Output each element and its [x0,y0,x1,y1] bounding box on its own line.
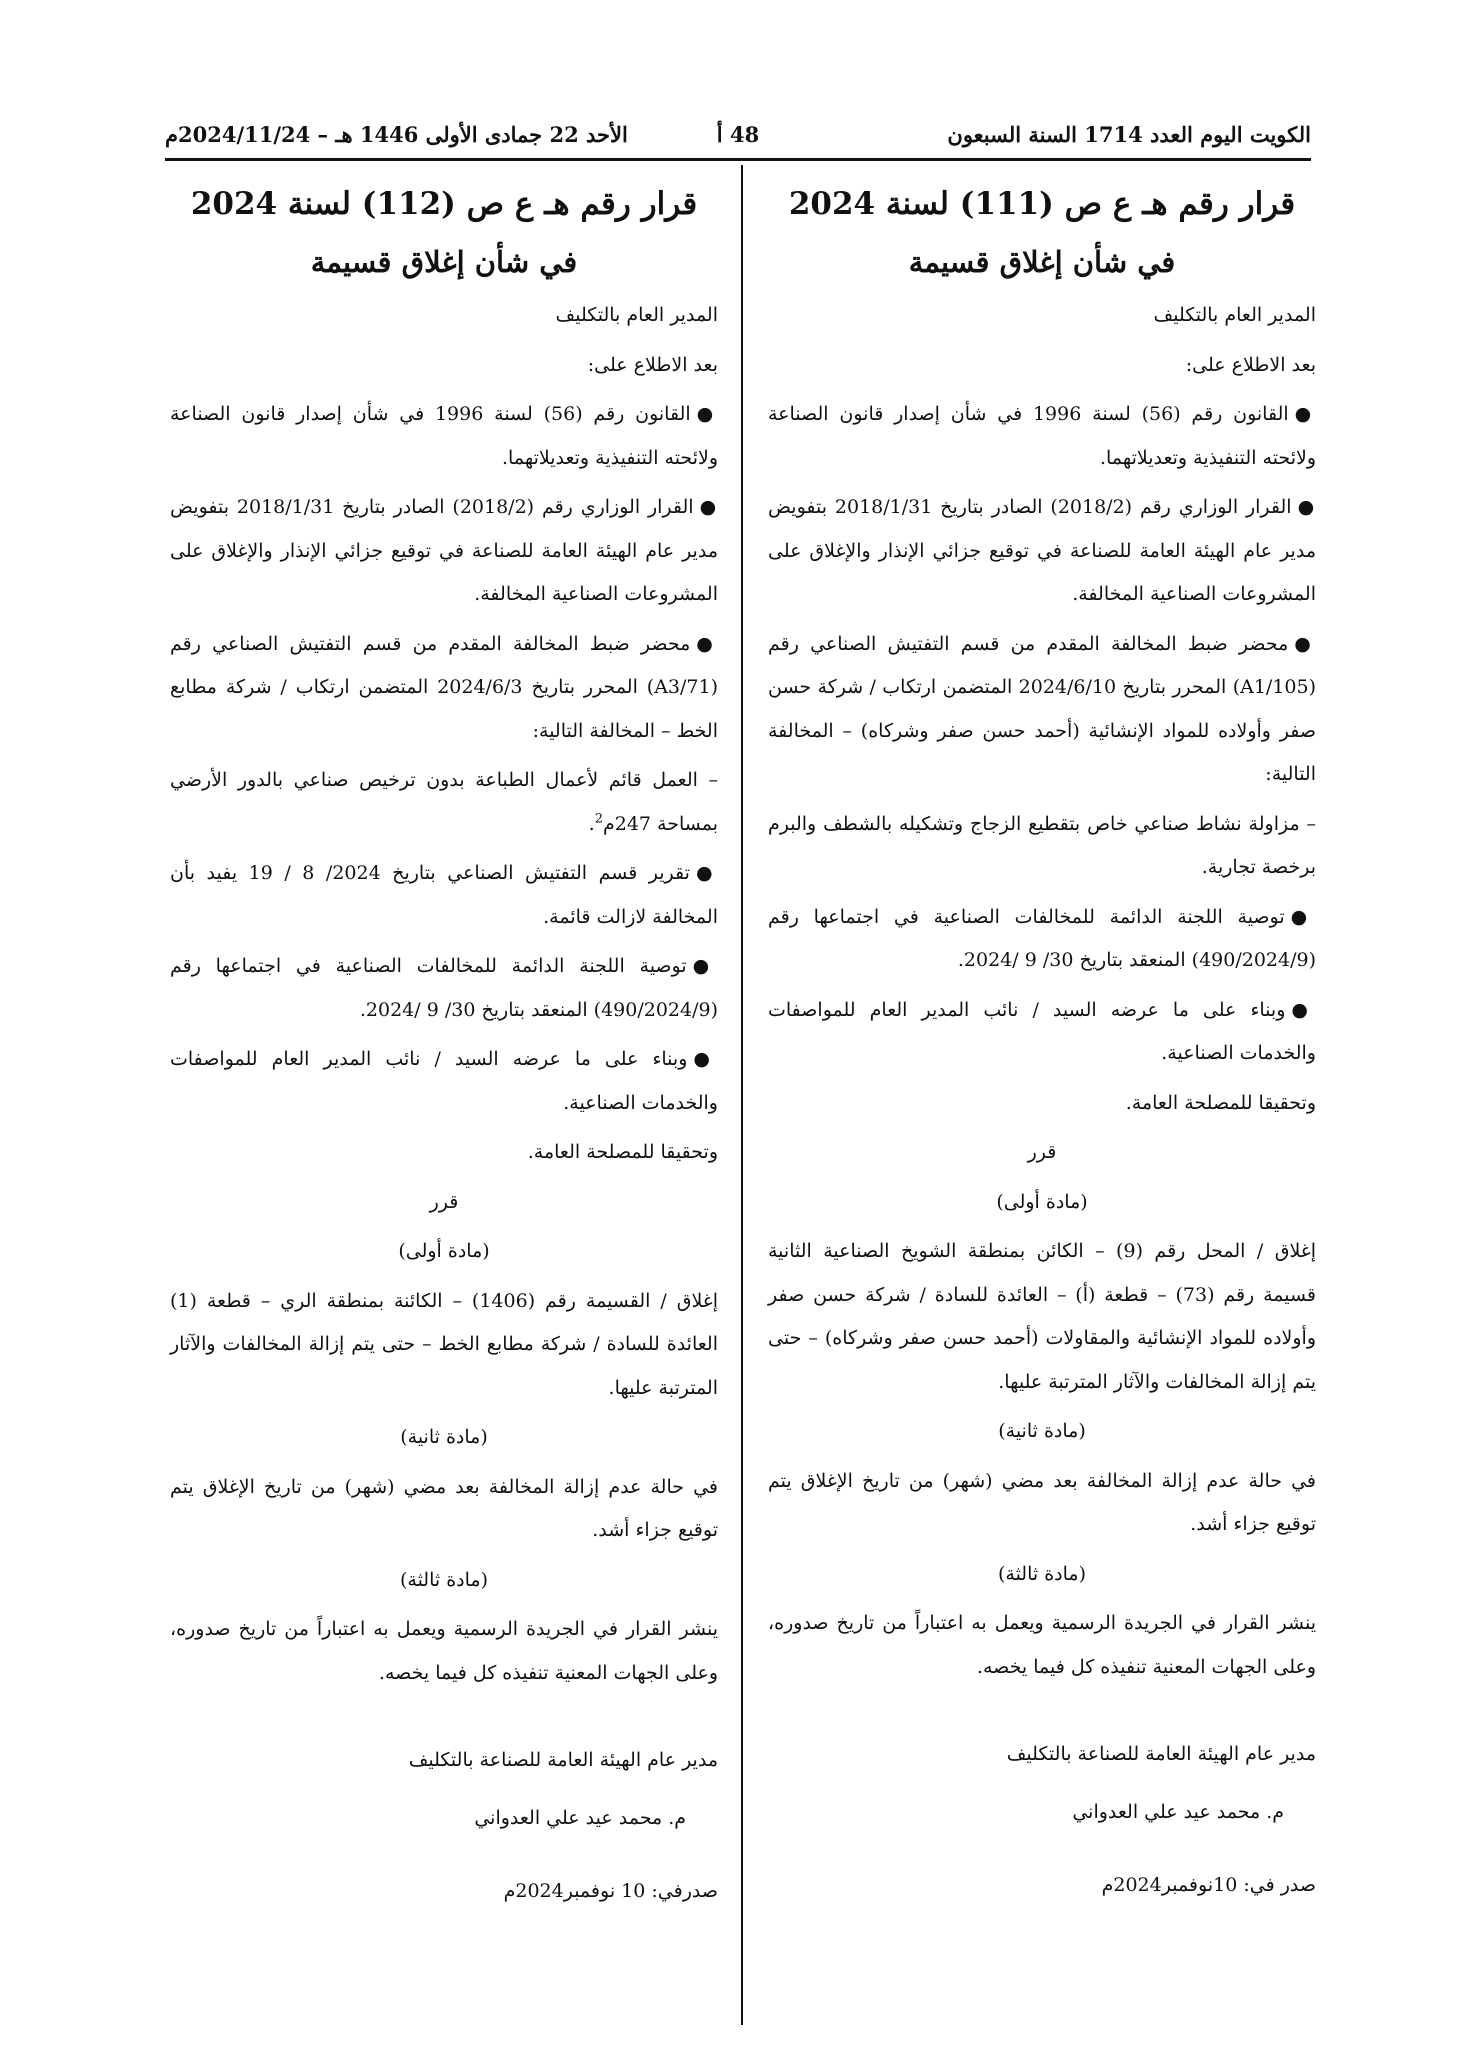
decision-112-violation: – العمل قائم لأعمال الطباعة بدون ترخيص صناعي بالدور الأرضي بمساحة 247م$^2$. [170,769,718,835]
bullet-icon: ● [693,1048,718,1070]
decision-112-issued-date: صدرفي: 10 نوفمبر2024م [503,1880,718,1902]
decision-112-article-3: ينشر القرار في الجريدة الرسمية ويعمل به اعتباراً من تاريخ صدوره، وعلى الجهات المعنية تنفيذه كل فيما يخصه. [170,1618,718,1684]
decision-111-article-3: ينشر القرار في الجريدة الرسمية ويعمل به اعتباراً من تاريخ صدوره، وعلى الجهات المعنية تنفيذه كل فيما يخصه. [768,1612,1316,1678]
bullet-icon: ● [696,403,718,425]
bullet-icon: ● [1297,496,1316,518]
bullet-icon: ● [1294,632,1316,655]
bullet-icon: ● [1294,403,1316,425]
decision-111-bullet-3: ●محضر ضبط المخالفة المقدم من قسم التفتيش الصناعي رقم (A1/105) المحرر بتاريخ 2024/6/10 المتضمن ارتكاب / شركة حسن صفر وأولاده للمواد الإنشائية (أحمد حسن صفر وشركاه) – المخالفة التالية: [768,632,1317,785]
header-publication: الكويت اليوم العدد 1714 السنة السبعون [947,122,1311,147]
page-header [165,118,1311,161]
decision-111-bullet-1: ●القانون رقم (56) لسنة 1996 في شأن إصدار قانون الصناعة ولائحته التنفيذية وتعديلاتهما. [768,403,1316,469]
header-page-number: 48 أ [716,122,760,147]
decision-112-bullet-2: ●القرار الوزاري رقم (2018/2) الصادر بتاريخ 2018/1/31 بتفويض مدير عام الهيئة العامة للصناعة في توقيع جزائي الإنذار والإغلاق على المشروعات الصناعية المخالفة. [170,496,718,605]
decision-112-bullet-3: ●محضر ضبط المخالفة المقدم من قسم التفتيش الصناعي رقم (A3/71) المحرر بتاريخ 2024/6/3 المتضمن ارتكاب / شركة مطابع الخط – المخالفة التالية: [170,632,719,742]
decision-111-bullet-5: ●وبناء على ما عرضه السيد / نائب المدير العام للمواصفات والخدمات الصناعية. [768,998,1316,1064]
bullet-icon: ● [699,496,718,518]
decision-112-decided: قرر [429,1190,459,1213]
decision-111-issued-date: صدر في: 10نوفمبر2024م [1101,1874,1316,1896]
bullet-icon: ● [696,632,718,655]
header-date: الأحد 22 جمادى الأولى 1446 هـ – 2024/11/24م [165,122,628,147]
decision-111-after-review: بعد الاطلاع على: [1185,353,1316,376]
decision-112-after-review: بعد الاطلاع على: [587,353,718,376]
decision-112-subtitle: في شأن إغلاق قسيمة [310,245,578,279]
decision-112-bullet-4: ●تقرير قسم التفتيش الصناعي بتاريخ 2024/ 8 / 19 يفيد بأن المخالفة لازالت قائمة. [170,862,719,928]
decision-112-article-3-title: (مادة ثالثة) [399,1568,489,1591]
decision-112-public-interest: وتحقيقا للمصلحة العامة. [527,1141,718,1163]
decision-111-signature-title: مدير عام الهيئة العامة للصناعة بالتكليف [1006,1743,1316,1765]
decision-112-article-2-title: (مادة ثانية) [400,1426,488,1448]
decision-111-bullet-2: ●القرار الوزاري رقم (2018/2) الصادر بتاريخ 2018/1/31 بتفويض مدير عام الهيئة العامة للصناعة في توقيع جزائي الإنذار والإغلاق على المشروعات الصناعية المخالفة. [768,496,1316,605]
decision-111-title: قرار رقم هـ ع ص (111) لسنة 2024 [788,186,1296,222]
decision-111-signature-name: م. محمد عيد علي العدواني [1072,1800,1284,1823]
decision-111-issuer: المدير العام بالتكليف [1153,304,1316,326]
decision-111-bullet-4: ●توصية اللجنة الدائمة للمخالفات الصناعية في اجتماعها رقم (490/2024/9) المنعقد بتاريخ 30/ 9 /2024. [768,905,1316,971]
bullet-icon: ● [695,862,719,884]
decision-111-column [768,170,1316,1908]
decision-112-signature-name: م. محمد عيد علي العدواني [474,1806,686,1829]
bullet-icon: ● [692,955,718,977]
decision-111-public-interest: وتحقيقا للمصلحة العامة. [1125,1091,1316,1114]
bullet-icon: ● [1291,998,1316,1021]
decision-112-article-1: إغلاق / القسيمة رقم (1406) – الكائنة بمنطقة الري – قطعة (1) العائدة للسادة / شركة مطابع الخط – حتى يتم إزالة المخالفات والآثار المترتبة عليها. [170,1289,718,1399]
decision-112-signature-title: مدير عام الهيئة العامة للصناعة بالتكليف [408,1749,718,1771]
decision-112-article-1-title: (مادة أولى) [398,1240,490,1262]
decision-111-article-1-title: (مادة أولى) [996,1190,1088,1213]
decision-112-bullet-6: ●وبناء على ما عرضه السيد / نائب المدير العام للمواصفات والخدمات الصناعية. [170,1048,718,1114]
bullet-icon: ● [1290,905,1316,928]
decision-112-article-2: في حالة عدم إزالة المخالفة بعد مضي (شهر) من تاريخ الإغلاق يتم توقيع جزاء أشد. [170,1475,718,1541]
decision-111-article-1: إغلاق / المحل رقم (9) – الكائن بمنطقة الشويخ الصناعية الثانية قسيمة رقم (73) – قطعة (أ) – العائدة للسادة / شركة حسن صفر وأولاده للمواد الإنشائية والمقاولات (أحمد حسن صفر وشركاه) – حتى يتم إزالة المخالفات والآثار المترتبة عليها. [768,1240,1317,1393]
decision-112-bullet-1: ●القانون رقم (56) لسنة 1996 في شأن إصدار قانون الصناعة ولائحته التنفيذية وتعديلاتهما. [170,403,718,469]
decision-111-article-3-title: (مادة ثالثة) [997,1562,1087,1585]
column-divider [741,165,743,2025]
decision-112-title: قرار رقم هـ ع ص (112) لسنة 2024 [190,186,698,222]
decision-112-column [170,170,718,1914]
decision-111-article-2: في حالة عدم إزالة المخالفة بعد مضي (شهر) من تاريخ الإغلاق يتم توقيع جزاء أشد. [768,1469,1316,1535]
decision-111-decided: قرر [1027,1141,1057,1163]
decision-112-bullet-5: ●توصية اللجنة الدائمة للمخالفات الصناعية في اجتماعها رقم (490/2024/9) المنعقد بتاريخ 30/ 9 /2024. [170,955,718,1021]
decision-111-violation: – مزاولة نشاط صناعي خاص بتقطيع الزجاج وتشكيله بالشطف والبرم برخصة تجارية. [768,812,1316,878]
decision-111-article-2-title: (مادة ثانية) [998,1420,1086,1442]
decision-111-subtitle: في شأن إغلاق قسيمة [908,245,1176,279]
decision-112-issuer: المدير العام بالتكليف [555,304,718,326]
